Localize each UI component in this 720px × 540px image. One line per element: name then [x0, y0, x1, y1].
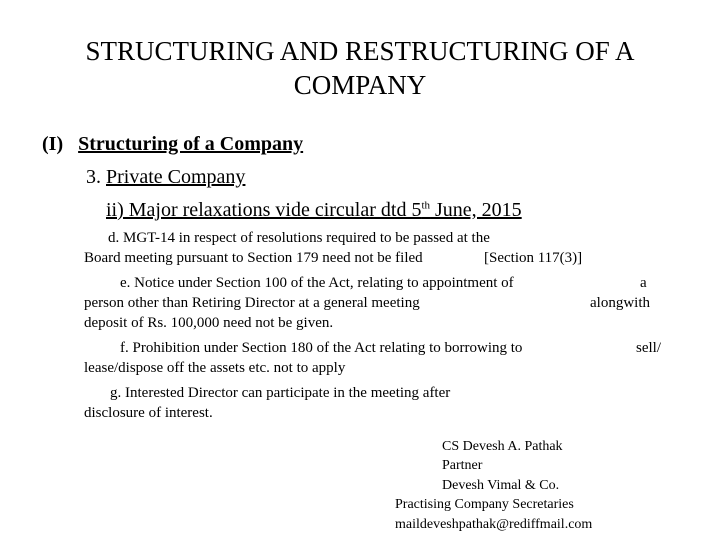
subsection-number: 3.	[86, 166, 101, 188]
subsubsection-title-end: June, 2015	[430, 199, 522, 221]
item-e-line2: person other than Retiring Director at a general meeting	[84, 295, 420, 311]
item-e-line1-end: a	[640, 275, 647, 291]
subsubsection-title: ii) Major relaxations vide circular dtd 5	[106, 199, 422, 221]
item-f-line1: f. Prohibition under Section 180 of the Act relating to borrowing to	[120, 340, 523, 356]
page-title-line2: COMPANY	[293, 70, 427, 100]
signature-firm-type: Practising Company Secretaries	[395, 497, 574, 512]
item-d-line1: d. MGT-14 in respect of resolutions required to be passed at the	[108, 230, 490, 246]
signature-firm: Devesh Vimal & Co.	[442, 478, 560, 493]
item-g-line1: g. Interested Director can participate in the meeting after	[110, 385, 451, 401]
section-heading	[42, 133, 303, 156]
item-e-line3: deposit of Rs. 100,000 need not be given.	[84, 315, 334, 331]
item-d-reference: [Section 117(3)]	[484, 250, 583, 266]
item-f-line1-end: sell/	[636, 340, 661, 356]
item-g-line2: disclosure of interest.	[84, 405, 213, 421]
item-d-line2: Board meeting pursuant to Section 179 need not be filed	[84, 250, 423, 266]
signature-role: Partner	[442, 458, 483, 473]
superscript-th: th	[421, 199, 431, 212]
signature-name: CS Devesh A. Pathak	[442, 439, 563, 454]
page-title-line1: STRUCTURING AND RESTRUCTURING OF A	[85, 36, 635, 66]
section-number: (I)	[42, 133, 64, 155]
subsubsection-heading	[106, 199, 522, 222]
item-e-line1: e. Notice under Section 100 of the Act, relating to appointment of	[120, 275, 514, 291]
subsection-title: Private Company	[106, 166, 246, 188]
section-title: Structuring of a Company	[78, 133, 304, 155]
subsection-heading	[86, 166, 245, 189]
signature-email: maildeveshpathak@rediffmail.com	[395, 517, 593, 532]
item-f-line2: lease/dispose off the assets etc. not to apply	[84, 360, 346, 376]
item-e-line2-end: alongwith	[590, 295, 650, 311]
